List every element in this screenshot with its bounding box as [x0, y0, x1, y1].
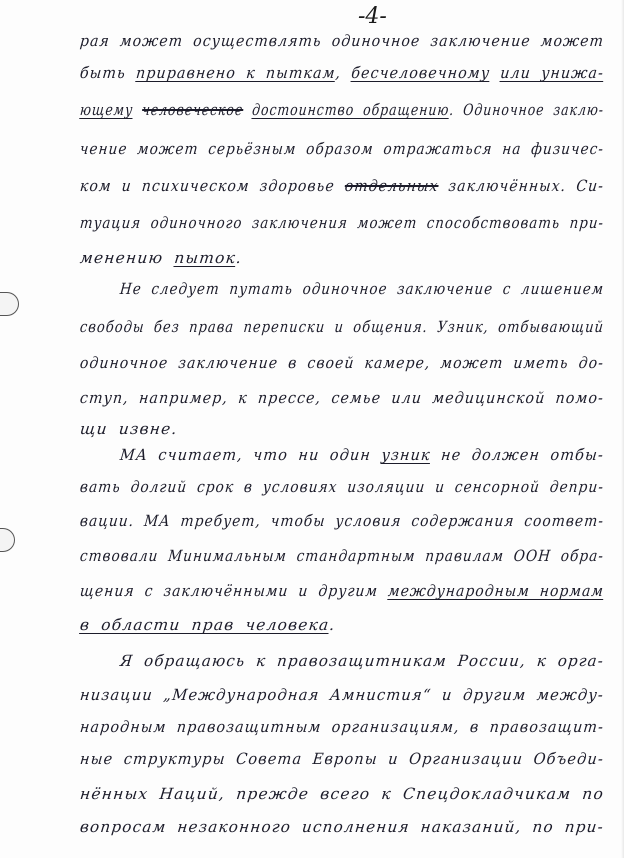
text-segment: быть: [79, 64, 137, 82]
crossed-out-word: человеческое: [141, 101, 245, 119]
text-segment: МА считает, что ни один: [119, 446, 383, 464]
text-line: [79, 64, 605, 82]
crossed-out-word: отдельных: [343, 177, 440, 195]
text-segment: щи извне.: [79, 420, 179, 438]
text-line: [79, 718, 605, 736]
underlined-text: или унижа-: [499, 64, 605, 82]
text-segment: вать долгий срок в условиях изоляции и сенсорной депри-: [79, 478, 605, 496]
underlined-text: ющему: [79, 101, 134, 119]
text-line: [79, 354, 605, 372]
text-line: [79, 318, 605, 336]
text-line: [79, 818, 605, 836]
punch-hole-upper: [0, 292, 19, 316]
text-segment: .: [328, 616, 337, 634]
text-segment: одиночное заключение в своей камере, может иметь до-: [79, 354, 605, 372]
text-line: [79, 177, 605, 195]
underlined-text: узник: [380, 446, 432, 464]
text-segment: ствовали Минимальным стандартным правилам ООН обра-: [79, 547, 605, 565]
text-line: [79, 478, 605, 496]
text-line: [119, 652, 605, 670]
text-segment: заключённых. Си-: [437, 177, 605, 195]
text-segment: Я обращаюсь к правозащитникам России, к орга-: [119, 652, 605, 670]
text-line: [79, 32, 605, 50]
punch-hole-lower: [0, 528, 15, 552]
text-segment: туация одиночного заключения может способствовать при-: [79, 214, 605, 232]
text-line: [79, 389, 605, 407]
text-segment: нённых Наций, прежде всего к Спецдокладчикам по: [79, 785, 605, 803]
text-segment: свободы без права переписки и общения. Узник, отбывающий: [79, 318, 605, 336]
text-segment: ,: [334, 64, 353, 82]
text-segment: менению: [79, 249, 176, 267]
text-line: [79, 785, 605, 803]
text-segment: народным правозащитным организациям, в правозащит-: [79, 718, 605, 736]
text-segment: вопросам незаконного исполнения наказаний, по при-: [79, 818, 605, 836]
underlined-text: международным нормам: [387, 582, 605, 600]
text-segment: Не следует путать одиночное заключение с лишением: [119, 280, 605, 298]
text-line: [79, 140, 605, 158]
text-line: [79, 512, 605, 530]
text-segment: щения с заключёнными и другим: [79, 582, 389, 600]
text-segment: ступ, например, к прессе, семье или медицинской помо-: [79, 389, 605, 407]
text-line: [79, 750, 605, 768]
text-line: [79, 249, 243, 267]
text-line: [79, 547, 605, 565]
text-line: [79, 582, 605, 600]
text-segment: ные структуры Совета Европы и Организации Объеди-: [79, 750, 605, 768]
page-number: -4-: [358, 4, 387, 29]
text-segment: рая может осуществлять одиночное заключение может: [79, 32, 605, 50]
underlined-text: бесчеловечному: [350, 64, 492, 82]
text-line: [79, 101, 605, 119]
text-segment: ком и психическом здоровье: [79, 177, 346, 195]
text-line: [119, 446, 605, 464]
underlined-text: приравнено к пыткам: [135, 64, 337, 82]
text-segment: низации „Международная Амнистия“ и другим между-: [79, 686, 605, 704]
text-line: [79, 616, 336, 634]
underlined-text: пыток: [173, 249, 237, 267]
text-line: [79, 420, 178, 438]
underlined-text: достоинство обращению: [251, 101, 451, 119]
text-segment: вации. МА требует, чтобы условия содержания соответ-: [79, 512, 605, 530]
text-segment: .: [235, 249, 244, 267]
text-line: [119, 280, 605, 298]
underlined-text: в области прав человека: [79, 616, 331, 634]
text-segment: чение может серьёзным образом отражаться на физичес-: [79, 140, 605, 158]
text-segment: не должен отбы-: [429, 446, 605, 464]
text-line: [79, 686, 605, 704]
text-line: [79, 214, 605, 232]
text-segment: . Одиночное заклю-: [448, 101, 605, 119]
